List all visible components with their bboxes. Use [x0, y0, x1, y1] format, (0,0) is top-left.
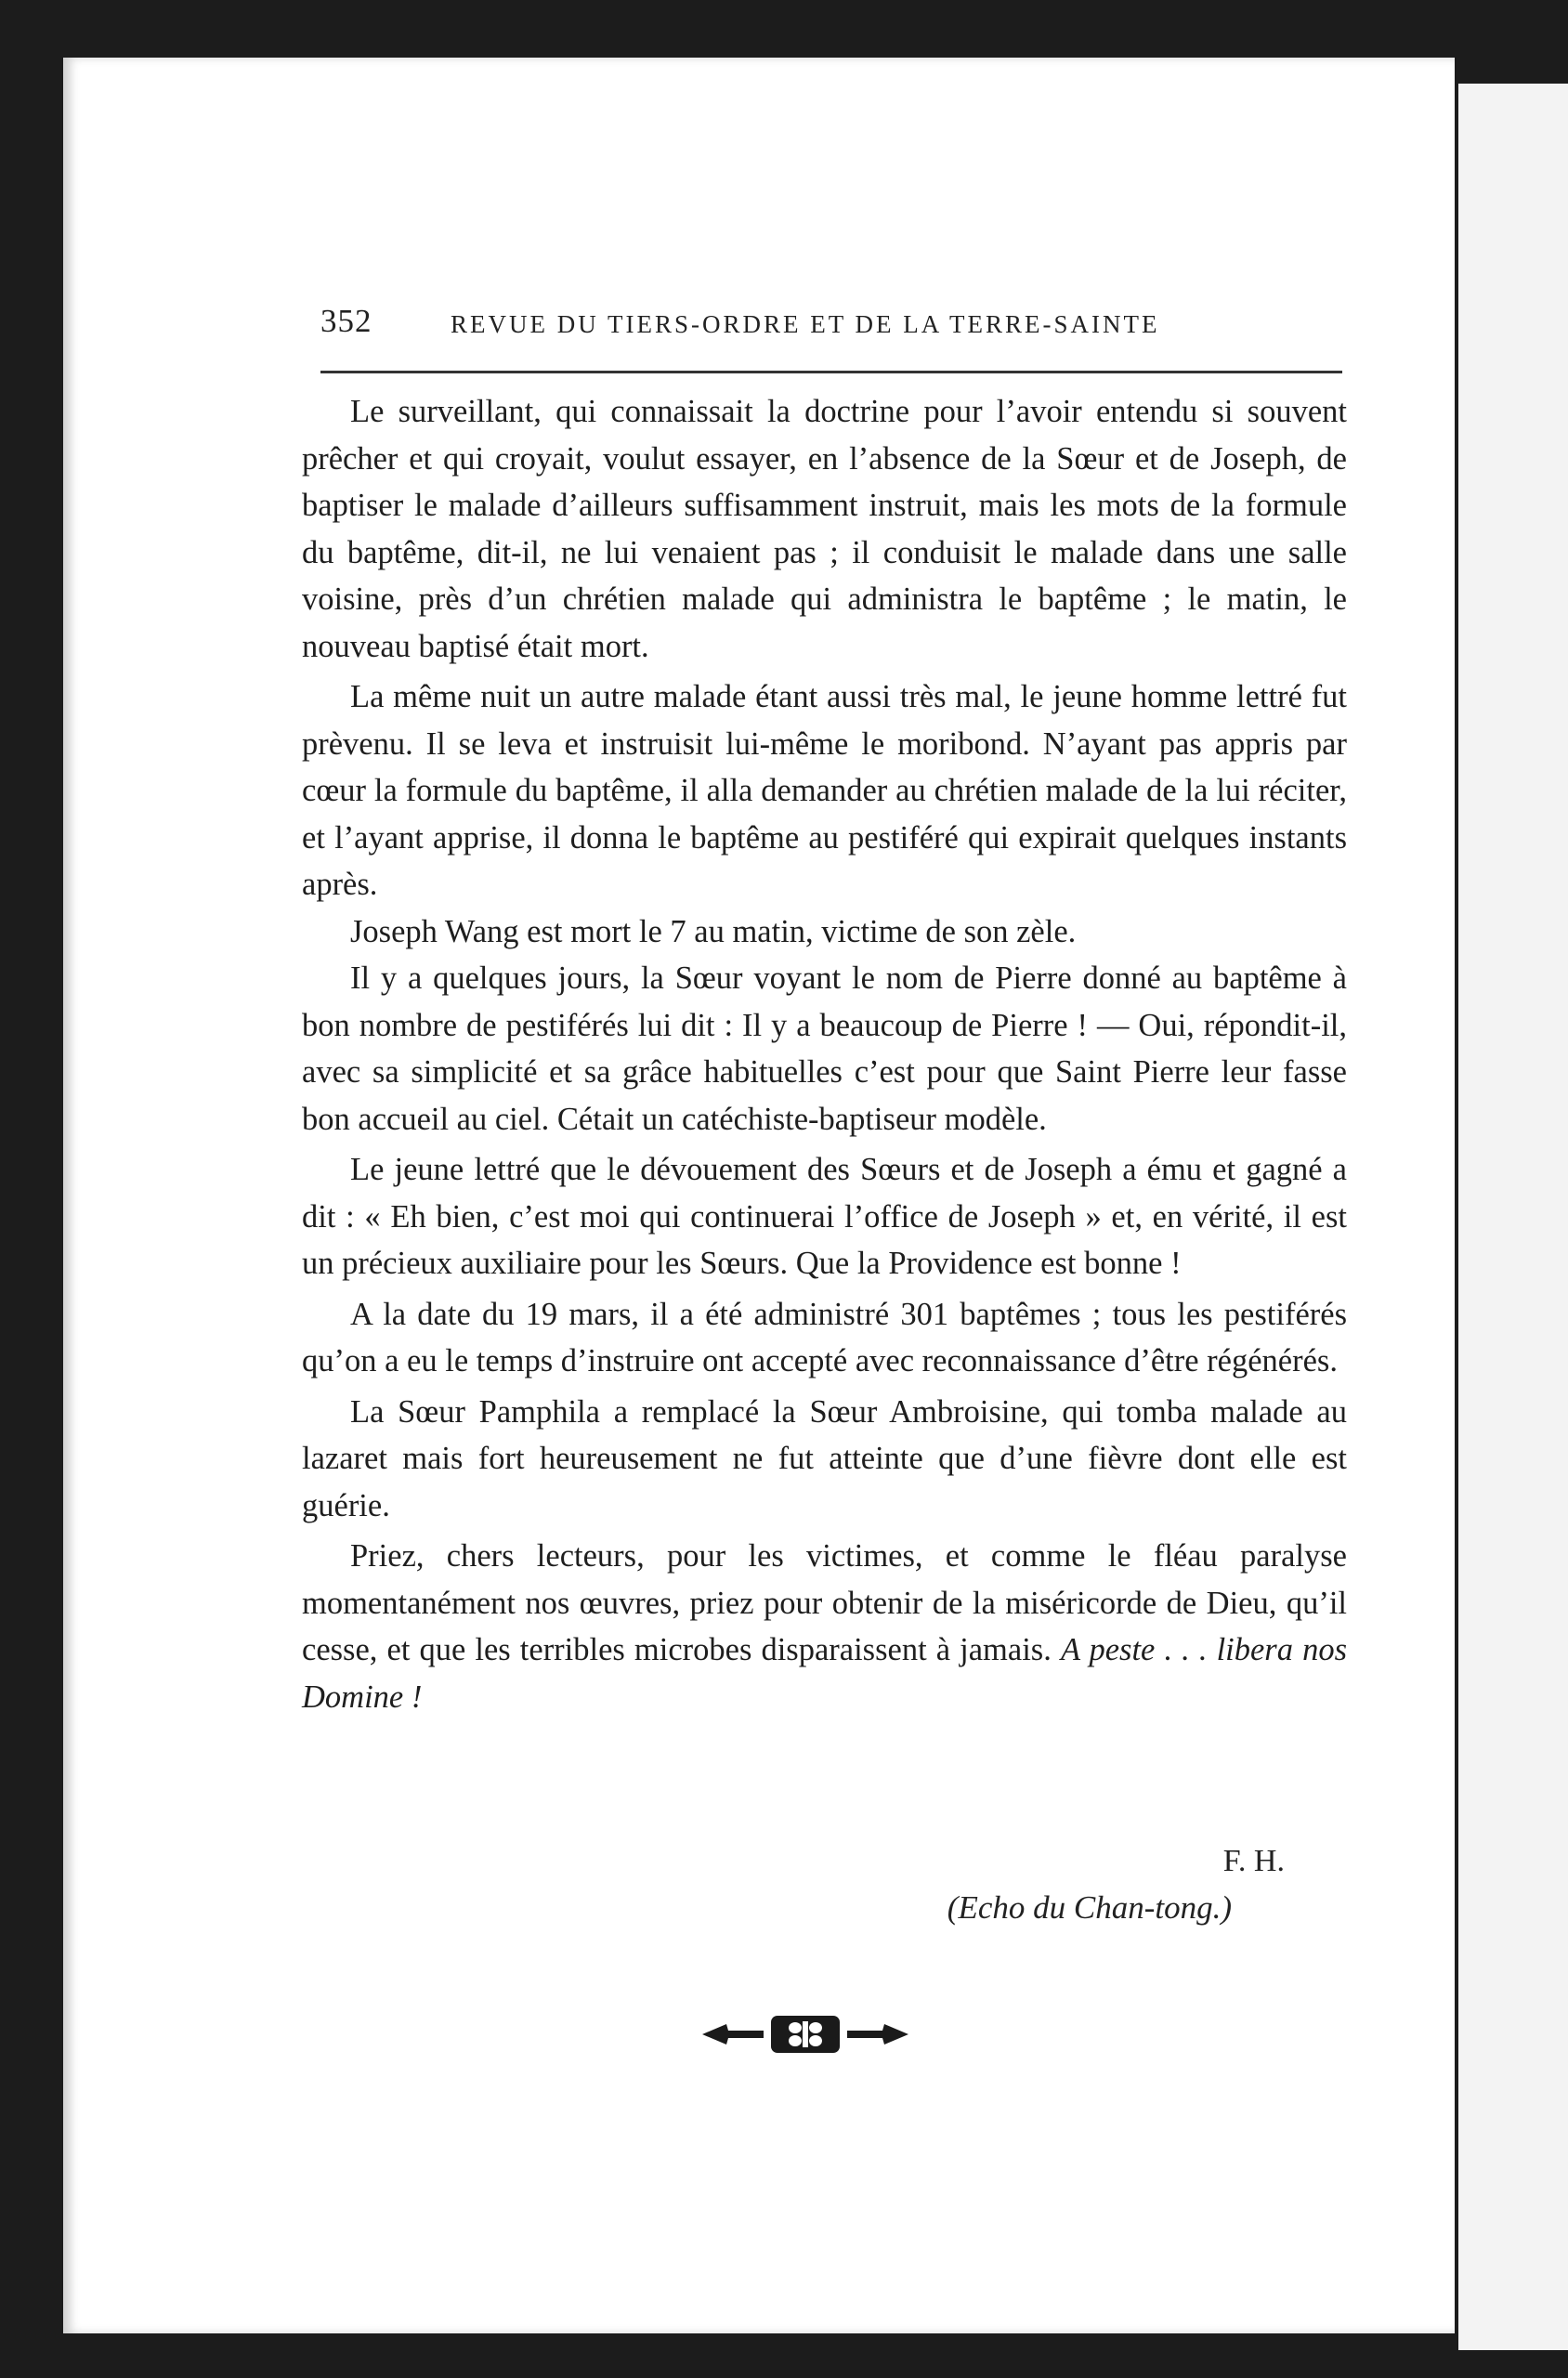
- paragraph: La même nuit un autre malade étant aussi très mal, le jeune homme lettré fut prèvenu. Il se leva et instruisit lui-même le moribond. N’ayant pas appris par cœur la formule du baptême, il alla demander au chrétien malade de la lui réciter, et l’ayant apprise, il donna le baptême au pestiféré qui expirait quelques instants après.: [302, 679, 1347, 902]
- header-rule: [320, 371, 1342, 373]
- article-body: [302, 388, 1347, 1720]
- page-header: [320, 297, 1342, 353]
- paragraph: Il y a quelques jours, la Sœur voyant le nom de Pierre donné au baptême à bon nombre de pestiférés lui dit : Il y a beaucoup de Pierre ! — Oui, répondit-il, avec sa simplicité et sa grâce habituelles c’est pour que Saint Pierre leur fasse bon accueil au ciel. Cétait un catéchiste-baptiseur modèle.: [302, 960, 1347, 1137]
- running-title: REVUE DU TIERS-ORDRE ET DE LA TERRE-SAINTE: [451, 310, 1160, 338]
- paragraph: Le jeune lettré que le dévouement des Sœurs et de Joseph a ému et gagné a dit : « Eh bien, c’est moi qui continuerai l’office de Joseph » et, en vérité, il est un précieux auxiliaire pour les Sœurs. Que la Providence est bonne !: [302, 1152, 1347, 1281]
- source-citation: (Echo du Chan-tong.): [947, 1889, 1232, 1926]
- author-signature: F. H.: [1222, 1844, 1285, 1878]
- facing-page-edge: [1458, 84, 1568, 2350]
- paragraph: A la date du 19 mars, il a été administré 301 baptêmes ; tous les pestiférés qu’on a eu le temps d’instruire ont accepté avec reconnaissance d’être régénérés.: [302, 1296, 1347, 1378]
- paragraph: Joseph Wang est mort le 7 au matin, victime de son zèle.: [350, 913, 1077, 949]
- closing-paragraph: [302, 1533, 1347, 1720]
- paragraph: La Sœur Pamphila a remplacé la Sœur Ambroisine, qui tomba malade au lazaret mais fort heureusement ne fut atteinte que d’une fièvre dont elle est guérie.: [302, 1393, 1347, 1523]
- paragraph: Le surveillant, qui connaissait la doctrine pour l’avoir entendu si souvent prêcher et qui croyait, voulut essayer, en l’absence de la Sœur et de Joseph, de baptiser le malade d’ailleurs suffisamment instruit, mais les mots de la formule du baptême, dit-il, ne lui venaient pas ; il conduisit le malade dans une salle voisine, près d’un chrétien malade qui administra le baptême ; le matin, le nouveau baptisé était mort.: [302, 394, 1347, 664]
- page-number: 352: [320, 303, 372, 339]
- latin-prayer: A peste . . . libera nos Domine !: [302, 1632, 1347, 1715]
- fleuron-ornament-icon: [699, 2002, 912, 2067]
- closing-text: Priez, chers lecteurs, pour les victimes, et comme le fléau paralyse momentanément nos œuvres, priez pour obtenir de la miséricorde de Dieu, qu’il cesse, et que les terribles microbes disparaissent à jamais.: [302, 1538, 1347, 1667]
